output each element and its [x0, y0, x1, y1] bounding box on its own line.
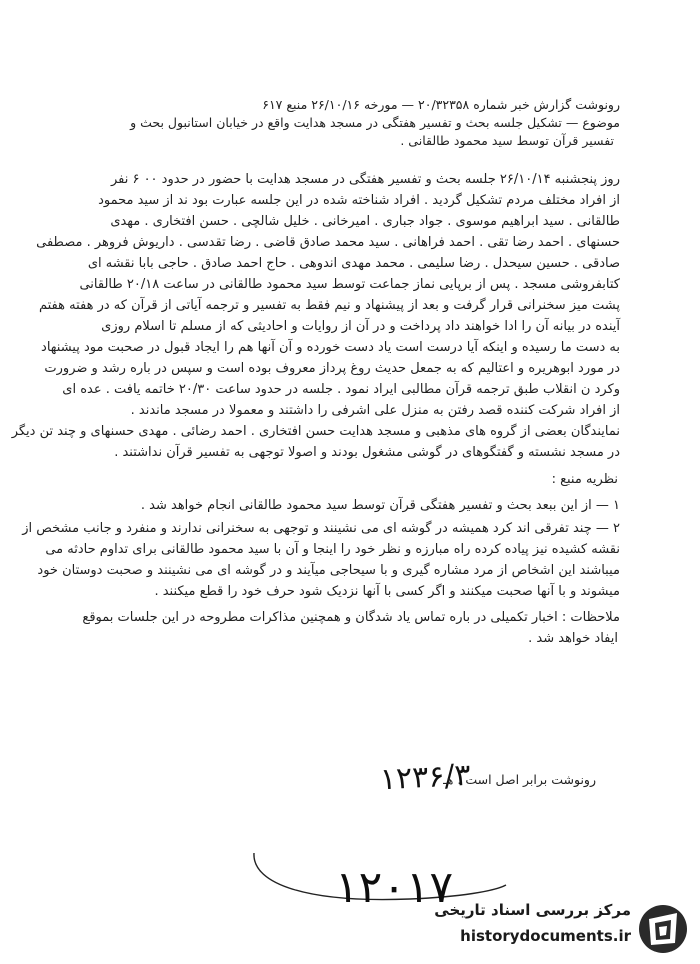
- body-line-12: از افراد شرکت کننده قصد رفتن به منزل علی اشرفی را داشتند و معمولا در مسجد ماندند .: [130, 403, 620, 418]
- remarks-line-2: ایفاد خواهد شد .: [528, 631, 618, 646]
- handwritten-file-number: ۱۲۰۱۷: [335, 862, 454, 913]
- archive-watermark: [395, 895, 695, 959]
- remarks-line-1: ملاحظات : اخبار تکمیلی در باره تماس یاد شدگان و همچنین مذاکرات مطروحه در این جلسات بموقع: [82, 610, 620, 625]
- opinion-item-2-cont-2: میباشند این اشخاص از مرد مشاره گیری و با سیحاجی میآیند و در گوشه ای می نشینند و صحبت دوستان خود: [37, 563, 620, 578]
- opinion-item-2: ۲ — چند تفرقی اند کرد همیشه در گوشه ای می نشینند و توجهی به سخنرانی ندارند و منفرد و جانب مشخص از: [22, 521, 620, 536]
- body-line-13: نمایندگان بعضی از گروه های مذهبی و مسجد هدایت حسن افتخاری . احمد رضائی . مهدی حسنهای و چند تن دیگر: [11, 424, 620, 439]
- body-line-1: روز پنجشنبه ۲۶/۱۰/۱۴ جلسه بحث و تفسیر هفتگی در مسجد هدایت با حضور در حدود ۰۰ ۶ نفر: [110, 172, 620, 187]
- body-line-10: در مورد ابوهریره و اعتالیم که به جمعل حدیث روغ پرداز معروف بوده است و سپس در باره رشد و ضرورت: [44, 361, 620, 376]
- archive-logo-icon: [637, 903, 689, 955]
- report-header-line-1: رونوشت گزارش خبر شماره ۲۰/۳۲۳۵۸ — مورخه ۲۶/۱۰/۱۶ منبع ۶۱۷: [262, 97, 620, 112]
- body-line-7: پشت میز سخنرانی قرار گرفت و بعد از پیشنهاد و نیم فقط به تفسیر و ترجمه آیاتی از قرآن که در هفته هفتم: [38, 298, 620, 313]
- handwritten-serial: ۱۲۳۶/۳: [379, 757, 472, 798]
- body-line-6: کتابفروشی مسجد . پس از برپایی نماز جماعت توسط سید محمود طالقانی در ساعت ۲۰/۱۸ طالقانی: [79, 277, 620, 292]
- body-line-2: از افراد مختلف مردم تشکیل گردید . افراد شناخته شده در این جلسه عبارت بود ند از سید محمود: [98, 193, 620, 208]
- body-line-14: در مسجد نشسته و گفتگوهای در گوشی مشغول بودند و اصولا توجهی به تفسیر قرآن نداشتند .: [114, 445, 620, 460]
- report-subject-line: موضوع — تشکیل جلسه بحث و تفسیر هفتگی در مسجد هدایت واقع در خیابان استانبول بحث و: [130, 115, 620, 130]
- certified-copy-note: رونوشت برابر اصل است . هـ: [443, 772, 596, 787]
- opinion-item-1: ۱ — از این ببعد بحث و تفسیر هفتگی قرآن توسط سید محمود طالقانی انجام خواهد شد .: [140, 498, 620, 513]
- archive-url: historydocuments.ir: [460, 927, 631, 945]
- body-line-3: طالقانی . سید ابراهیم موسوی . جواد جباری . امیرخانی . خلیل شالچی . حسن افتخاری . مهدی: [110, 214, 620, 229]
- opinion-item-2-cont-1: نقشه کشیده نیز پیاده کرده راه مبارزه و نظر خود را اینجا و آن با سید محمود طالقانی برای تداوم حادثه می: [45, 542, 620, 557]
- report-subject-continued: تفسیر قرآن توسط سید محمود طالقانی .: [400, 133, 614, 148]
- body-line-4: حسنهای . احمد رضا تقی . احمد فراهانی . سید محمد صادق قاضی . رضا تقدسی . داریوش فروهر . مصطفی: [36, 235, 620, 250]
- body-line-8: آینده در بیانه آن را ادا خواهند داد پرداخت و در آن از روایات و احادیثی که از مسلم تا اسلام روزی: [101, 319, 620, 334]
- archive-center-title: مرکز بررسی اسناد تاریخی: [434, 901, 631, 919]
- body-line-5: صادقی . حسین سیحدل . رضا سلیمی . محمد مهدی اندوهی . حاج احمد صادق . حاجی بابا نقشه ای: [87, 256, 620, 271]
- opinion-item-2-cont-3: میشوند و با آنها صحبت میکنند و اگر کسی با آنها نزدیک شود حرف خود را قطع میکنند .: [154, 584, 620, 599]
- body-line-11: وکرد ن انقلاب طبق ترجمه قرآن مطالبی ایراد نمود . جلسه در حدود ساعت ۲۰/۳۰ خاتمه یافت . عده ای: [62, 382, 620, 397]
- source-opinion-label: نظریه منبع :: [551, 472, 618, 487]
- body-line-9: به دست ما رسیده و اینکه آیا درست است یاد دست خورده و آن آنها هم را ایجاد قبول در صحبت مود پیشنهاد: [41, 340, 620, 355]
